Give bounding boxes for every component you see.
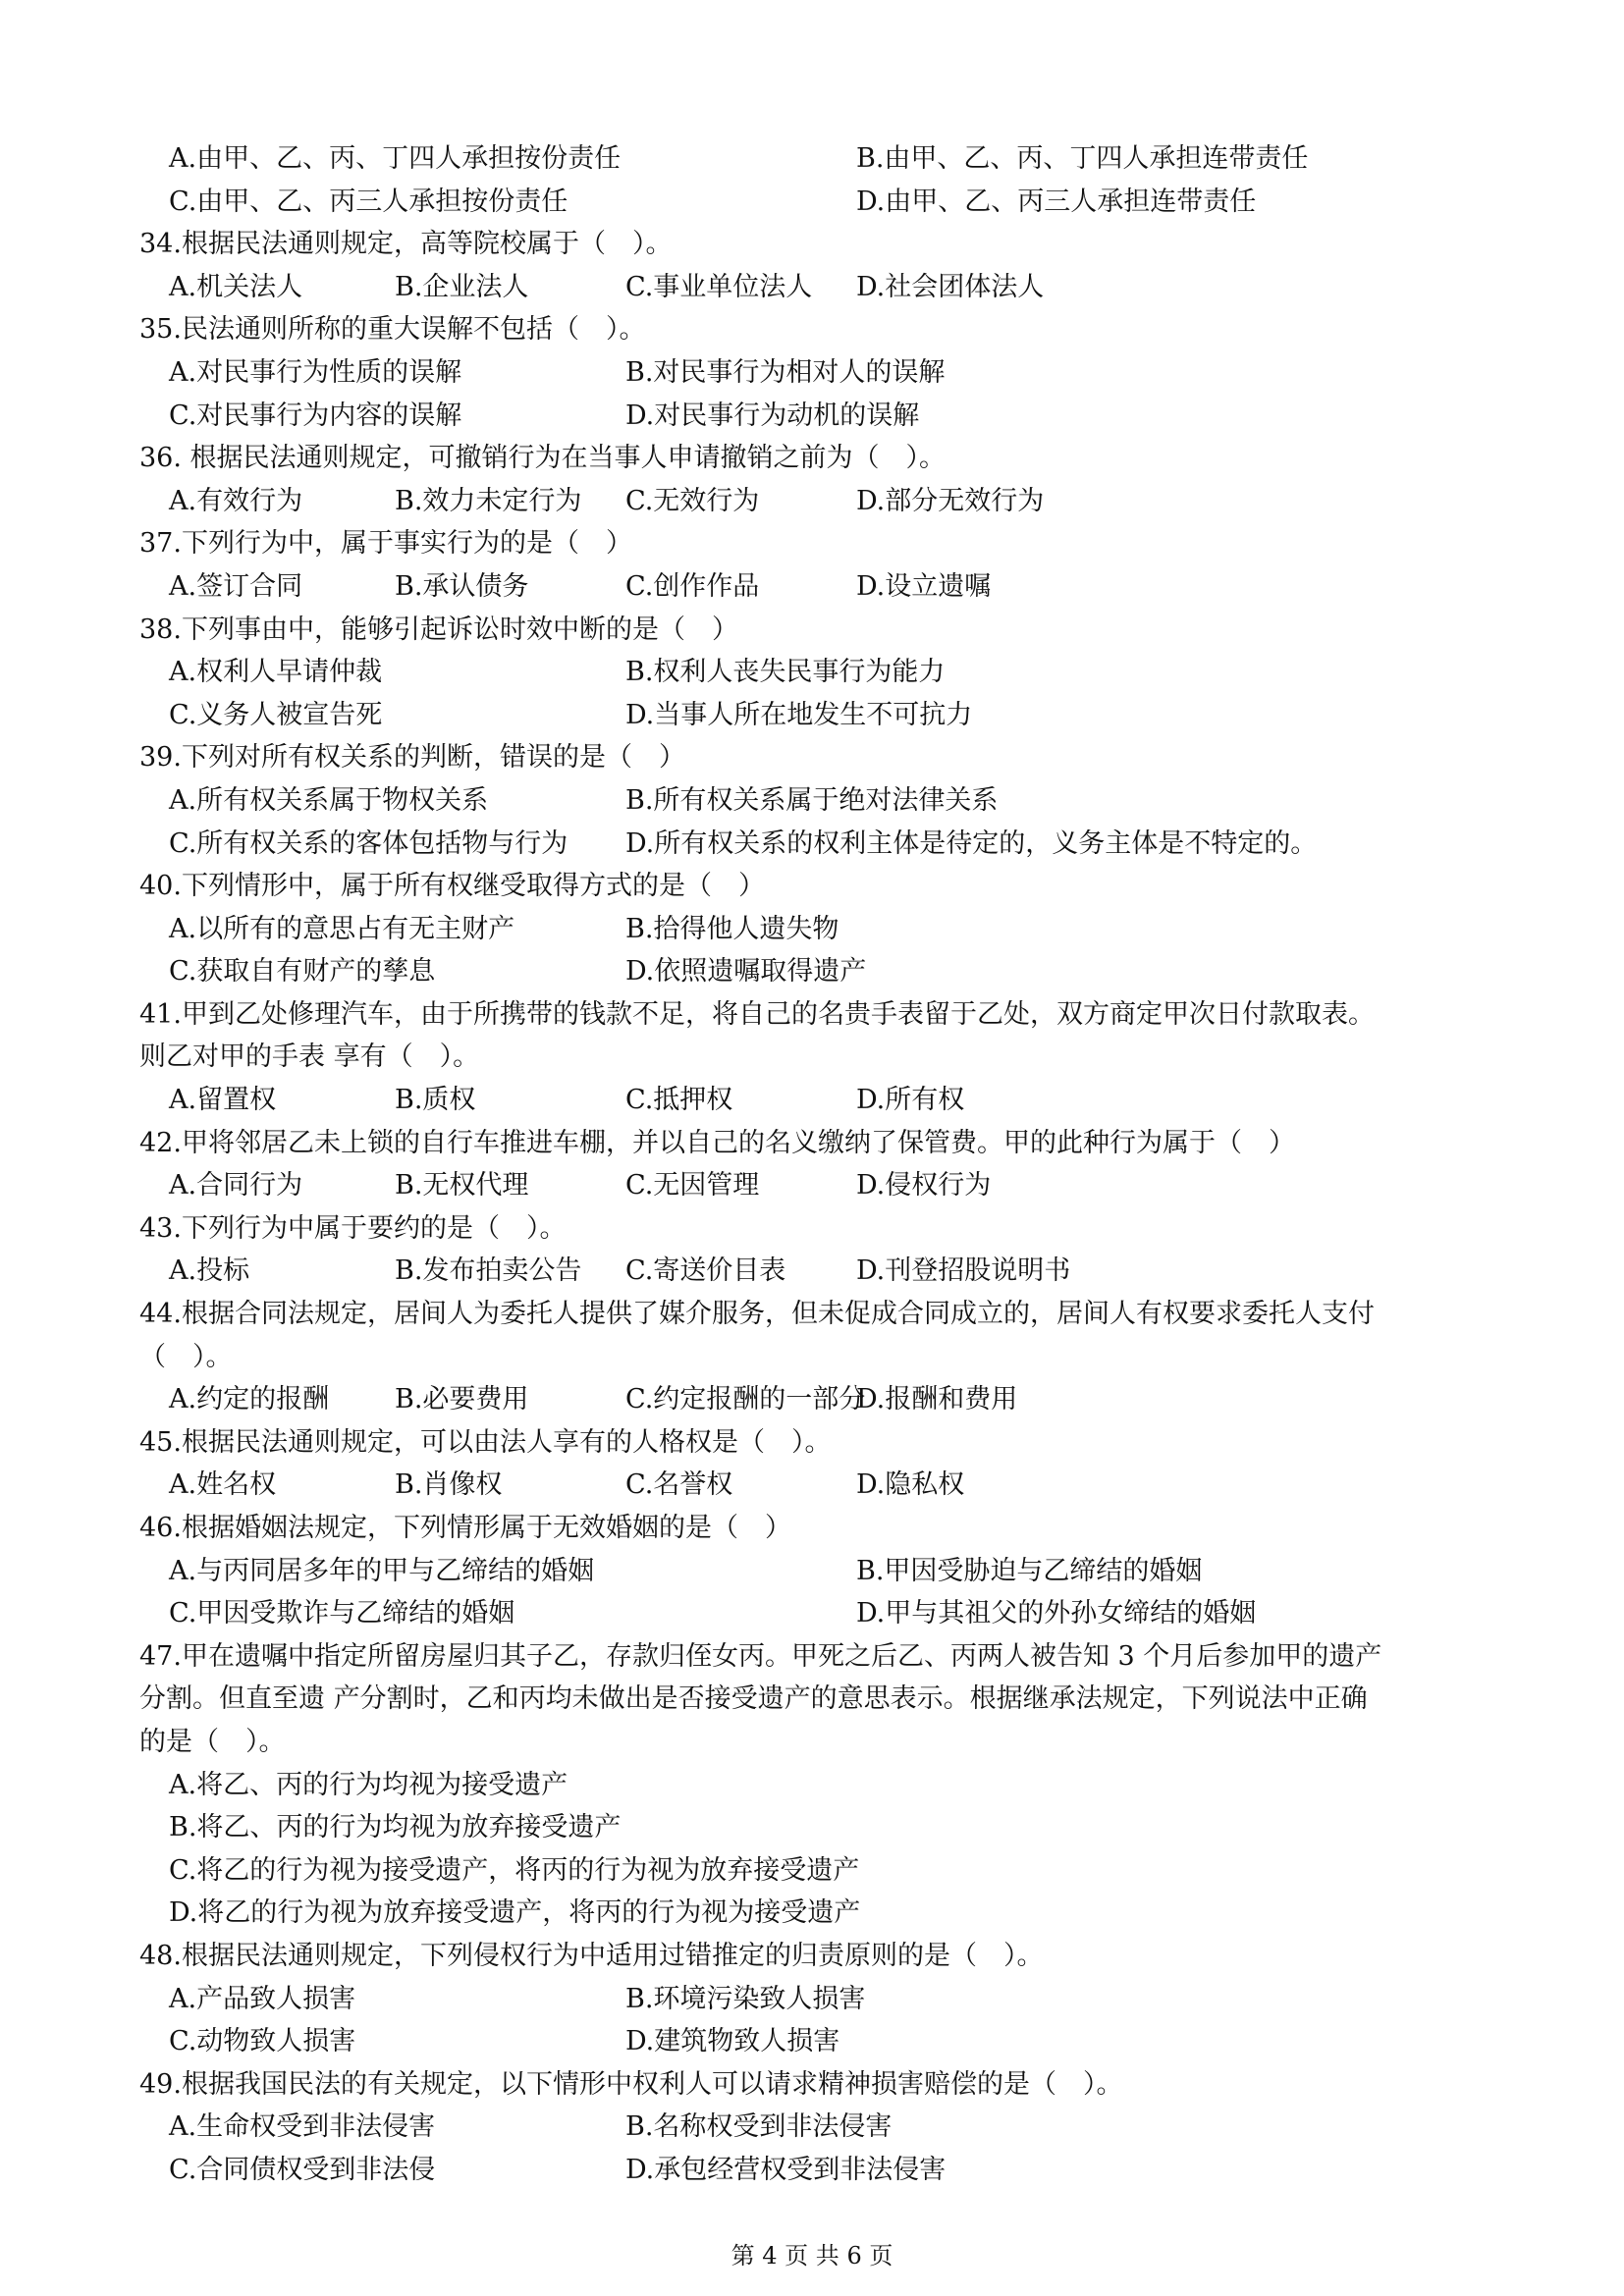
question-number: 40. [139, 871, 182, 902]
question-number: 41. [139, 998, 182, 1030]
option: A.将乙、丙的行为均视为接受遗产 [169, 1769, 568, 1800]
option-line [139, 1464, 1494, 1507]
option: D.隐私权 [856, 1469, 965, 1501]
option-line [139, 2149, 1494, 2192]
question-text: 根据合同法规定，居间人为委托人提供了媒介服务，但未促成合同成立的，居间人有权要求委托人支付 [181, 1299, 1375, 1330]
option: D.部分无效行为 [856, 485, 1045, 516]
option-line [139, 1079, 1494, 1122]
option: C.合同债权受到非法侵 [169, 2154, 436, 2185]
option: D.承包经营权受到非法侵害 [625, 2154, 947, 2185]
option: D.当事人所在地发生不可抗力 [625, 699, 973, 730]
option: A.签订合同 [169, 570, 303, 602]
option-line [139, 651, 1494, 694]
option: A.约定的报酬 [169, 1384, 330, 1415]
option: C.抵押权 [625, 1085, 733, 1116]
option: B.发布拍卖公告 [395, 1255, 582, 1287]
option: C.获取自有财产的孳息 [169, 956, 436, 988]
question-stem [139, 437, 1494, 480]
option: A.权利人早请仲裁 [169, 657, 383, 688]
question-text: 下列行为中属于要约的是（ ）。 [181, 1212, 567, 1244]
question-stem [139, 1421, 1494, 1465]
question-stem [139, 223, 1494, 266]
option: D.社会团体法人 [856, 271, 1045, 302]
question-text: 则乙对甲的手表 享有（ ）。 [139, 1041, 480, 1073]
question-number: 35. [139, 314, 182, 346]
question-stem [139, 1293, 1494, 1336]
option: A.投标 [169, 1255, 250, 1287]
option-line [139, 266, 1494, 309]
question-number: 38. [139, 614, 182, 645]
option: B.将乙、丙的行为均视为放弃接受遗产 [169, 1812, 622, 1843]
question-stem [139, 993, 1494, 1037]
option-line [139, 1164, 1494, 1207]
option: B.权利人丧失民事行为能力 [625, 657, 946, 688]
question-stem [139, 736, 1494, 779]
option-line [139, 1378, 1494, 1421]
option-line [139, 137, 1494, 181]
option: B.质权 [395, 1085, 476, 1116]
question-text: 甲在遗嘱中指定所留房屋归其子乙，存款归侄女丙。甲死之后乙、丙两人被告知 3 个月后参加甲的遗产 [181, 1640, 1382, 1672]
option-line [139, 1978, 1494, 2021]
option-line [139, 351, 1494, 395]
option: C.动物致人损害 [169, 2026, 356, 2057]
option-line [139, 565, 1494, 609]
option-line [139, 950, 1494, 993]
option: C.事业单位法人 [625, 271, 813, 302]
question-stem [139, 1935, 1494, 1978]
question-text: 下列事由中，能够引起诉讼时效中断的是（ ） [181, 614, 738, 645]
question-stem [139, 1635, 1494, 1679]
option: A.所有权关系属于物权关系 [169, 784, 489, 816]
question-number: 42. [139, 1127, 182, 1158]
option: D.所有权关系的权利主体是待定的，义务主体是不特定的。 [625, 828, 1318, 859]
question-text: 下列行为中，属于事实行为的是（ ） [181, 528, 632, 560]
page-footer: 第 4 页 共 6 页 [731, 2242, 893, 2269]
option: C.甲因受欺诈与乙缔结的婚姻 [169, 1598, 515, 1629]
question-text: 下列对所有权关系的判断，错误的是（ ） [181, 742, 685, 774]
option: D.建筑物致人损害 [625, 2026, 840, 2057]
option: D.甲与其祖父的外孙女缔结的婚姻 [856, 1598, 1257, 1629]
option: B.甲因受胁迫与乙缔结的婚姻 [856, 1555, 1203, 1586]
question-text: 根据我国民法的有关规定，以下情形中权利人可以请求精神损害赔偿的是（ ）。 [181, 2068, 1123, 2100]
option: A.对民事行为性质的误解 [169, 356, 462, 388]
option: A.机关法人 [169, 271, 303, 302]
question-number: 34. [139, 229, 182, 260]
question-text: 根据民法通则规定，可撤销行为在当事人申请撤销之前为（ ）。 [181, 443, 947, 474]
question-text: 根据民法通则规定，下列侵权行为中适用过错推定的归责原则的是（ ）。 [181, 1940, 1044, 1971]
option: B.无权代理 [395, 1170, 529, 1201]
option-line [139, 1550, 1494, 1593]
exam-content [139, 137, 1494, 2192]
option: C.约定报酬的一部分 [625, 1384, 866, 1415]
option-line [139, 1592, 1494, 1635]
option: C.名誉权 [625, 1469, 733, 1501]
option: D.将乙的行为视为放弃接受遗产，将丙的行为视为接受遗产 [169, 1897, 861, 1929]
question-number: 44. [139, 1299, 182, 1330]
option-line [139, 480, 1494, 523]
option-line [139, 1764, 1494, 1807]
option-line [139, 2106, 1494, 2149]
option: A.以所有的意思占有无主财产 [169, 913, 515, 944]
question-number: 49. [139, 2068, 182, 2100]
option: C.寄送价目表 [625, 1255, 786, 1287]
option: C.所有权关系的客体包括物与行为 [169, 828, 568, 859]
question-number: 46. [139, 1513, 182, 1543]
question-stem [139, 1507, 1494, 1550]
option: B.对民事行为相对人的误解 [625, 356, 946, 388]
option-line [139, 908, 1494, 951]
question-text: 分割。但直至遗 产分割时，乙和丙均未做出是否接受遗产的意思表示。根据继承法规定，下列说法中正确 [139, 1683, 1368, 1715]
option-line [139, 823, 1494, 866]
option: C.将乙的行为视为接受遗产，将丙的行为视为放弃接受遗产 [169, 1854, 860, 1886]
question-stem [139, 1721, 1494, 1764]
option-line [139, 2020, 1494, 2063]
option: D.刊登招股说明书 [856, 1255, 1071, 1287]
question-stem [139, 1036, 1494, 1079]
question-stem [139, 1122, 1494, 1165]
question-text: （ ）。 [139, 1341, 233, 1372]
question-text: 根据民法通则规定，高等院校属于（ ）。 [181, 229, 673, 260]
option: B.效力未定行为 [395, 485, 582, 516]
question-number: 48. [139, 1940, 182, 1971]
option: C.无因管理 [625, 1170, 760, 1201]
option: A.生命权受到非法侵害 [169, 2111, 436, 2143]
option: C.由甲、乙、丙三人承担按份责任 [169, 186, 568, 217]
option: C.无效行为 [625, 485, 760, 516]
option: A.有效行为 [169, 485, 303, 516]
option-line [139, 395, 1494, 438]
option: D.侵权行为 [856, 1170, 992, 1201]
option-line [139, 1892, 1494, 1935]
question-stem [139, 522, 1494, 565]
option: B.所有权关系属于绝对法律关系 [625, 784, 999, 816]
question-text: 下列情形中，属于所有权继受取得方式的是（ ） [181, 871, 765, 902]
option: D.所有权 [856, 1085, 965, 1116]
option: A.产品致人损害 [169, 1983, 356, 2014]
option: C.创作作品 [625, 570, 760, 602]
option: D.依照遗嘱取得遗产 [625, 956, 867, 988]
option: D.报酬和费用 [856, 1384, 1018, 1415]
question-text: 民法通则所称的重大误解不包括（ ）。 [181, 314, 646, 346]
option: D.对民事行为动机的误解 [625, 400, 920, 431]
option-line [139, 779, 1494, 823]
option-line [139, 1806, 1494, 1849]
question-stem [139, 865, 1494, 908]
question-number: 47. [139, 1640, 182, 1672]
question-text: 根据婚姻法规定，下列情形属于无效婚姻的是（ ） [181, 1513, 791, 1543]
option: B.环境污染致人损害 [625, 1983, 866, 2014]
option: A.与丙同居多年的甲与乙缔结的婚姻 [169, 1555, 595, 1586]
question-number: 39. [139, 742, 182, 774]
question-number: 43. [139, 1212, 182, 1244]
option: B.必要费用 [395, 1384, 529, 1415]
option: C.义务人被宣告死 [169, 699, 383, 730]
option: B.承认债务 [395, 570, 529, 602]
option: A.由甲、乙、丙、丁四人承担按份责任 [169, 143, 622, 174]
question-stem [139, 2063, 1494, 2107]
question-text: 的是（ ）。 [139, 1726, 286, 1757]
question-text: 甲将邻居乙未上锁的自行车推进车棚，并以自己的名义缴纳了保管费。甲的此种行为属于（ ） [181, 1127, 1295, 1158]
option: B.肖像权 [395, 1469, 503, 1501]
question-stem [139, 1207, 1494, 1251]
option: D.由甲、乙、丙三人承担连带责任 [856, 186, 1257, 217]
option: D.设立遗嘱 [856, 570, 992, 602]
option-line [139, 1250, 1494, 1293]
option-line [139, 1849, 1494, 1893]
option: A.合同行为 [169, 1170, 303, 1201]
question-stem [139, 1678, 1494, 1721]
option: B.企业法人 [395, 271, 529, 302]
question-number: 45. [139, 1426, 182, 1458]
question-stem [139, 1336, 1494, 1379]
option: B.名称权受到非法侵害 [625, 2111, 893, 2143]
question-stem [139, 308, 1494, 351]
option: C.对民事行为内容的误解 [169, 400, 462, 431]
option-line [139, 181, 1494, 224]
option-line [139, 694, 1494, 737]
question-stem [139, 609, 1494, 652]
option: A.姓名权 [169, 1469, 277, 1501]
question-number: 37. [139, 528, 182, 560]
question-text: 根据民法通则规定，可以由法人享有的人格权是（ ）。 [181, 1426, 832, 1458]
question-text: 甲到乙处修理汽车，由于所携带的钱款不足，将自己的名贵手表留于乙处，双方商定甲次日付款取表。 [181, 998, 1375, 1030]
option: A.留置权 [169, 1085, 277, 1116]
option: B.由甲、乙、丙、丁四人承担连带责任 [856, 143, 1309, 174]
question-number: 36. [139, 443, 182, 474]
option: B.拾得他人遗失物 [625, 913, 839, 944]
